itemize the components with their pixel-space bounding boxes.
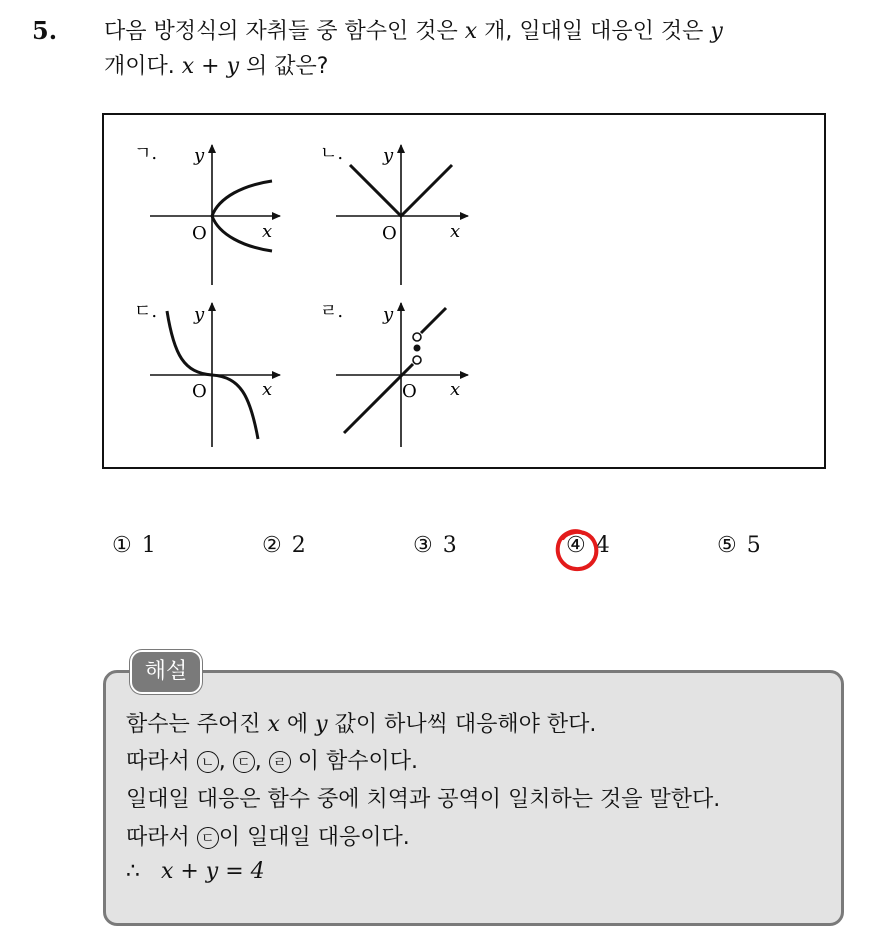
origin-label: O xyxy=(192,223,207,244)
graph-label: ㄱ. xyxy=(134,143,158,164)
var-x: x xyxy=(464,19,478,44)
graph-b xyxy=(320,143,468,285)
choice-value: 4 xyxy=(595,533,610,558)
y-axis-label: y xyxy=(194,145,205,166)
open-point xyxy=(413,356,421,364)
choice-value: 5 xyxy=(746,533,761,558)
solution-line-5 xyxy=(126,859,265,884)
solution-text: 값이 하나씩 대응해야 한다. xyxy=(327,712,597,737)
origin-label: O xyxy=(382,223,397,244)
y-axis-label: y xyxy=(194,304,205,325)
circled-label: ㄷ xyxy=(197,827,219,849)
question-text xyxy=(104,14,874,84)
graph-label: ㄹ. xyxy=(320,301,344,322)
answer-choices xyxy=(0,533,884,567)
question-text-part: 개, 일대일 대응인 것은 xyxy=(477,19,711,44)
graphs-figure xyxy=(104,115,828,471)
solution-text: 에 xyxy=(279,712,316,737)
graph-a xyxy=(134,143,280,285)
choice-value: 1 xyxy=(141,533,156,558)
x-axis-label: x xyxy=(450,379,461,400)
solution-line-2 xyxy=(126,744,418,775)
solution-line-4 xyxy=(126,820,410,851)
choice-marker: ③ xyxy=(413,533,433,558)
answer-circle-mark xyxy=(553,524,603,576)
solution-text: 이 함수이다. xyxy=(290,749,418,774)
solution-text: 이 일대일 대응이다. xyxy=(218,825,410,850)
circled-label: ㄹ xyxy=(269,751,291,773)
x-axis-label: x xyxy=(262,221,273,242)
figure-box xyxy=(102,113,826,469)
therefore-symbol: ∴ xyxy=(126,859,140,884)
origin-label: O xyxy=(192,381,207,402)
circled-label: ㄷ xyxy=(233,751,255,773)
choice-3[interactable] xyxy=(413,533,457,558)
upper-line-segment xyxy=(421,308,446,333)
expression: x + y xyxy=(181,54,240,79)
solution-text: 함수는 주어진 xyxy=(126,712,268,737)
choice-5[interactable] xyxy=(717,533,761,558)
solution-tab: 해설 xyxy=(130,650,202,694)
x-axis-label: x xyxy=(450,221,461,242)
separator: , xyxy=(254,749,269,774)
final-equation: x + y = 4 xyxy=(160,859,265,884)
question-text-part: 개이다. xyxy=(104,54,182,79)
separator: , xyxy=(218,749,233,774)
choice-marker: ① xyxy=(112,533,132,558)
solution-text: 따라서 xyxy=(126,825,197,850)
y-axis-label: y xyxy=(383,145,394,166)
solution-line-3: 일대일 대응은 함수 중에 치역과 공역이 일치하는 것을 말한다. xyxy=(126,787,721,812)
closed-point xyxy=(414,345,421,352)
graph-c xyxy=(134,301,280,447)
question-text-part: 의 값은? xyxy=(239,54,329,79)
x-axis-label: x xyxy=(262,379,273,400)
question-number: 5. xyxy=(32,16,58,45)
graph-label: ㄴ. xyxy=(320,143,344,164)
choice-value: 2 xyxy=(291,533,306,558)
var-x: x xyxy=(267,712,280,737)
origin-label: O xyxy=(402,381,417,402)
choice-1[interactable] xyxy=(112,533,156,558)
y-axis-label: y xyxy=(383,304,394,325)
solution-text: 따라서 xyxy=(126,749,197,774)
red-circle-stroke xyxy=(558,531,597,569)
choice-value: 3 xyxy=(442,533,457,558)
solution-line-1 xyxy=(126,707,596,738)
open-point xyxy=(413,333,421,341)
choice-marker: ② xyxy=(262,533,282,558)
choice-marker: ④ xyxy=(566,533,586,558)
graph-d xyxy=(320,301,468,447)
choice-marker: ⑤ xyxy=(717,533,737,558)
question-text-part: 다음 방정식의 자취들 중 함수인 것은 xyxy=(104,19,465,44)
var-y: y xyxy=(315,712,328,737)
choice-2[interactable] xyxy=(262,533,306,558)
circled-label: ㄴ xyxy=(197,751,219,773)
var-y: y xyxy=(710,19,723,44)
graph-label: ㄷ. xyxy=(134,301,158,322)
